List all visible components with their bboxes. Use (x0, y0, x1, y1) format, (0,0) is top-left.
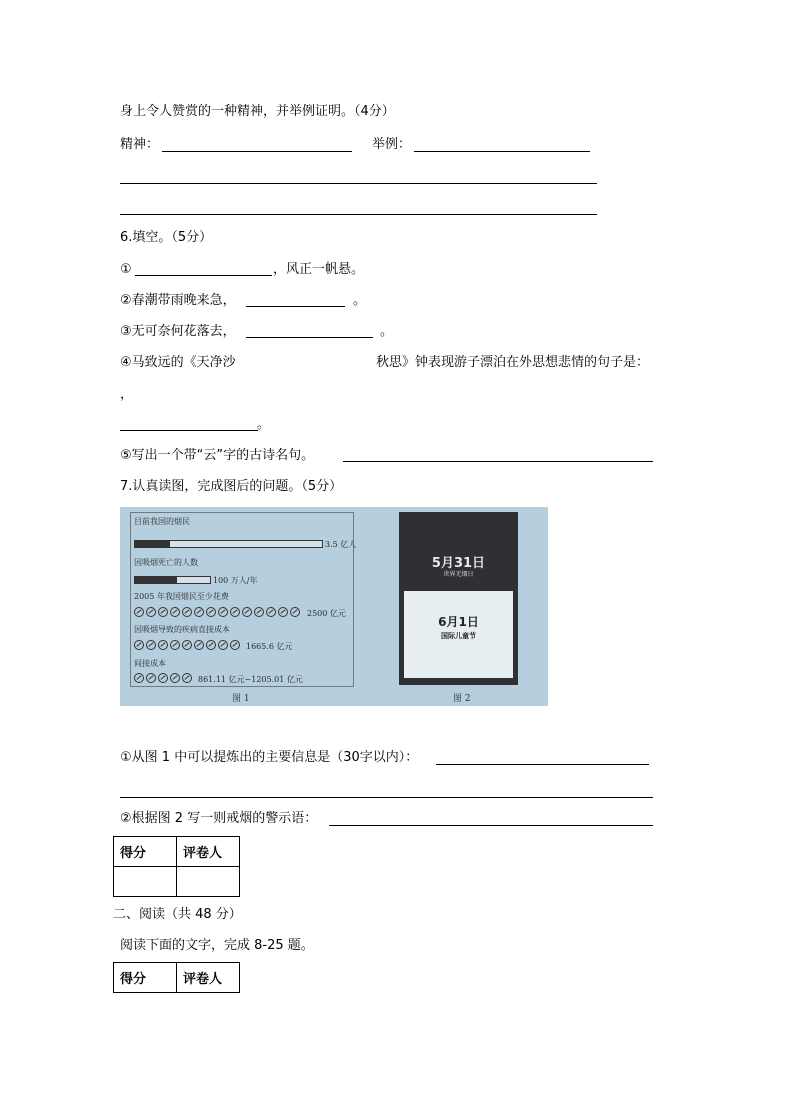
calendar-bottom-page (404, 591, 513, 678)
score-table (113, 836, 240, 897)
q6-item1-blank[interactable] (135, 275, 272, 276)
q7-sub1: ①从图 1 中可以提炼出的主要信息是（30字以内）： (120, 750, 419, 765)
grader-cell[interactable] (177, 867, 240, 897)
q5-prompt: 身上令人赞赏的一种精神，并举例证明。（4分） (120, 104, 395, 119)
fig1-caption: 图 1 (232, 694, 250, 704)
q6-item3-blank[interactable] (246, 337, 373, 338)
fig1-row4-label: 因吸烟导致的疾病直接成本 (134, 625, 230, 634)
q6-item4-blank[interactable] (120, 430, 258, 431)
fig1-row1-label: 目前我国的烟民 (134, 517, 190, 526)
answer-line[interactable] (120, 214, 597, 215)
fig1-row3-label: 2005 年我国烟民至少花费 (134, 592, 229, 601)
figure1-box (130, 512, 357, 687)
q6-item5-text: ⑤写出一个带“云”字的古诗名句。 (120, 448, 315, 463)
section2-title: 二、阅读（共 48 分） (113, 907, 242, 922)
fig1-row3-value: 2500 亿元 (307, 609, 346, 618)
spirit-answer-line[interactable] (162, 151, 352, 152)
q6-item4-left: ④马致远的《天净沙 (120, 355, 236, 370)
score-header: 得分 (114, 963, 177, 993)
q7-sub1-blank-line2[interactable] (120, 797, 653, 798)
fig1-row1-value: 3.5 亿人 (325, 540, 357, 549)
score-table-2 (113, 962, 240, 993)
score-header: 得分 (114, 837, 177, 867)
example-answer-line[interactable] (414, 151, 590, 152)
q7-sub1-blank[interactable] (436, 764, 649, 765)
q6-item1-mark: ① (120, 262, 132, 277)
q6-item2-blank[interactable] (246, 306, 345, 307)
fig2-caption: 图 2 (453, 694, 471, 704)
q6-item3-text: ③无可奈何花落去， (120, 324, 236, 339)
fig2-bottom-date: 6月1日 (438, 615, 479, 629)
q7-sub2-blank[interactable] (329, 825, 653, 826)
q7-title: 7.认真读图，完成图后的问题。（5分） (120, 479, 343, 494)
spirit-label: 精神： (120, 137, 160, 152)
fig1-row2-label: 因吸烟死亡的人数 (134, 558, 198, 567)
fig2-top-date: 5月31日 (431, 556, 486, 571)
fig2-bottom-sub: 国际儿童节 (441, 632, 476, 640)
fig1-row1-bar (134, 540, 323, 548)
q6-item4-comma: ， (120, 387, 134, 402)
q6-item2-end: 。 (353, 293, 367, 308)
q6-item3-end: 。 (380, 324, 394, 339)
section2-instruction: 阅读下面的文字，完成 8-25 题。 (120, 938, 314, 953)
grader-header: 评卷人 (177, 837, 240, 867)
fig1-row4-value: 1665.6 亿元 (246, 642, 293, 651)
example-label: 举例： (372, 137, 412, 152)
score-cell[interactable] (114, 867, 177, 897)
fig1-row2-value: 100 万人/年 (213, 576, 258, 585)
grader-header: 评卷人 (177, 963, 240, 993)
q6-item4-right: 秋思》钟表现游子漂泊在外思想悲情的句子是： (376, 355, 650, 370)
q6-item4-end: 。 (257, 417, 271, 432)
q6-title: 6.填空。（5分） (120, 230, 213, 245)
fig1-row5-value: 861.11 亿元~1205.01 亿元 (198, 675, 303, 684)
q6-item5-blank[interactable] (343, 461, 653, 462)
q6-item2-text: ②春潮带雨晚来急， (120, 293, 236, 308)
q6-item1-text: ，风正一帆悬。 (273, 262, 365, 277)
q7-sub2: ②根据图 2 写一则戒烟的警示语： (120, 811, 318, 826)
fig1-row5-label: 间接成本 (134, 659, 166, 668)
calendar-figure2 (399, 512, 518, 685)
smoking-figure-photo (120, 507, 548, 706)
fig1-row2-bar (134, 576, 211, 584)
answer-line[interactable] (120, 183, 597, 184)
fig2-top-sub: 世界无烟日 (443, 571, 474, 578)
